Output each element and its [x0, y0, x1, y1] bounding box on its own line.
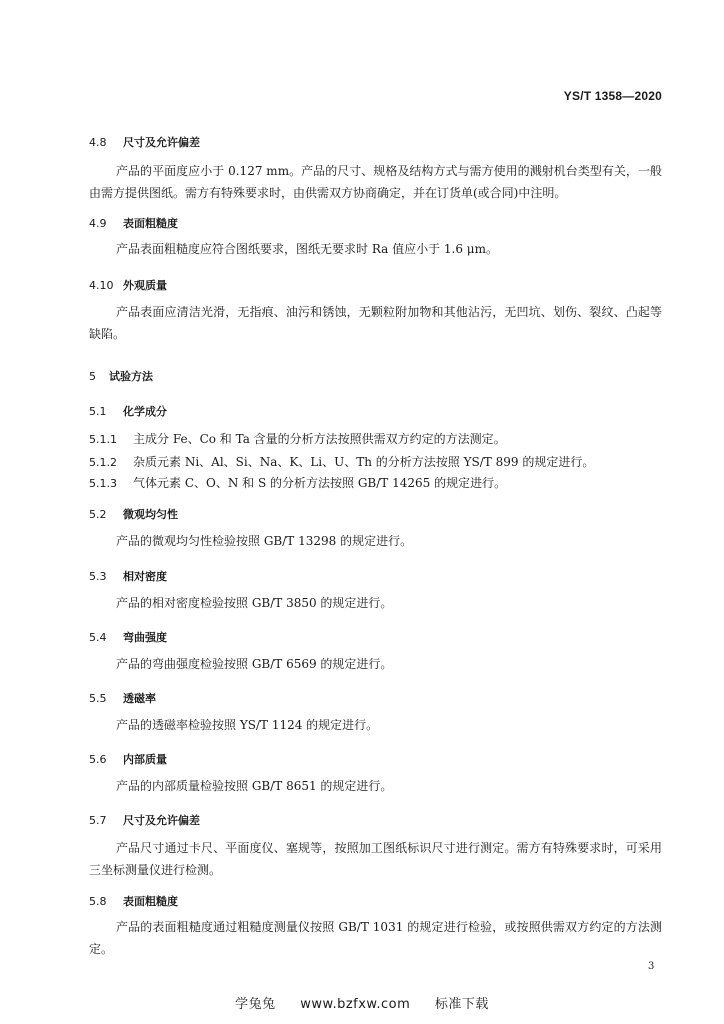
section-title: 表面粗糙度 [123, 895, 178, 908]
section-title: 尺寸及允许偏差 [123, 136, 200, 149]
section-number: 5.7 [89, 814, 107, 827]
paragraph-5-8: 产品的表面粗糙度通过粗糙度测量仪按照 GB/T 1031 的规定进行检验，或按照供需双方约定的方法测定。 [89, 920, 662, 956]
paragraph-4-10: 产品表面应清洁光滑，无指痕、油污和锈蚀，无颗粒附加物和其他沾污，无凹坑、划伤、裂纹、凸起等缺陷。 [89, 305, 662, 341]
clause-text: 杂质元素 Ni、Al、Si、Na、K、Li、U、Th 的分析方法按照 YS/T 899 的规定进行。 [133, 455, 595, 469]
section-heading-5-5 [89, 690, 156, 706]
section-number: 5.8 [89, 895, 107, 908]
section-number: 5.2 [89, 508, 107, 521]
section-heading-5-1 [89, 403, 167, 419]
section-heading-5-8 [89, 893, 178, 909]
section-title: 相对密度 [123, 570, 167, 583]
section-title: 表面粗糙度 [123, 217, 178, 230]
chapter-title: 试验方法 [109, 370, 153, 383]
section-title: 外观质量 [123, 279, 167, 292]
clause-number: 5.1.3 [89, 477, 117, 490]
section-heading-5-3 [89, 568, 167, 584]
clause-text: 主成分 Fe、Co 和 Ta 含量的分析方法按照供需双方约定的方法测定。 [133, 432, 506, 446]
section-title: 透磁率 [123, 692, 156, 705]
clause-number: 5.1.2 [89, 456, 117, 469]
chapter-number: 5 [89, 370, 96, 383]
section-number: 5.6 [89, 753, 107, 766]
paragraph-5-7: 产品尺寸通过卡尺、平面度仪、塞规等，按照加工图纸标识尺寸进行测定。需方有特殊要求时，可采用三坐标测量仪进行检测。 [89, 841, 662, 877]
paragraph-4-9: 产品表面粗糙度应符合图纸要求，图纸无要求时 Ra 值应小于 1.6 μm。 [116, 242, 498, 256]
section-heading-5-7 [89, 812, 200, 828]
section-number: 4.9 [89, 217, 107, 230]
section-number: 4.8 [89, 136, 107, 149]
section-title: 尺寸及允许偏差 [123, 814, 200, 827]
chapter-heading-5 [89, 368, 153, 384]
section-heading-5-4 [89, 629, 167, 645]
footer-url[interactable]: www.bzfxw.com [300, 997, 411, 1012]
section-title: 内部质量 [123, 753, 167, 766]
clause-5-1-1 [89, 430, 506, 447]
section-heading-4-10 [89, 277, 167, 293]
paragraph-5-3: 产品的相对密度检验按照 GB/T 3850 的规定进行。 [116, 596, 393, 610]
paragraph-4-8: 产品的平面度应小于 0.127 mm。产品的尺寸、规格及结构方式与需方使用的溅射机台类型有关，一般由需方提供图纸。需方有特殊要求时，由供需双方协商确定，并在订货单(或合同)中注明。 [89, 164, 662, 200]
footer-watermark [0, 993, 724, 1012]
paragraph-5-2: 产品的微观均匀性检验按照 GB/T 13298 的规定进行。 [116, 534, 413, 548]
standard-number: YS/T 1358—2020 [563, 89, 662, 103]
section-title: 弯曲强度 [123, 631, 167, 644]
clause-number: 5.1.1 [89, 433, 117, 446]
paragraph-5-4: 产品的弯曲强度检验按照 GB/T 6569 的规定进行。 [116, 657, 393, 671]
section-title: 微观均匀性 [123, 508, 178, 521]
clause-5-1-3 [89, 474, 506, 491]
section-number: 5.3 [89, 570, 107, 583]
section-heading-4-9 [89, 215, 178, 231]
paragraph-5-5: 产品的透磁率检验按照 YS/T 1124 的规定进行。 [116, 718, 379, 732]
clause-text: 气体元素 C、O、N 和 S 的分析方法按照 GB/T 14265 的规定进行。 [133, 476, 507, 490]
section-heading-5-2 [89, 506, 178, 522]
clause-5-1-2 [89, 453, 594, 470]
section-heading-5-6 [89, 751, 167, 767]
section-heading-4-8 [89, 134, 200, 150]
paragraph-5-6: 产品的内部质量检验按照 GB/T 8651 的规定进行。 [116, 779, 393, 793]
page-number: 3 [648, 961, 655, 972]
section-title: 化学成分 [123, 405, 167, 418]
section-number: 5.4 [89, 631, 107, 644]
section-number: 5.5 [89, 692, 107, 705]
section-number: 5.1 [89, 405, 107, 418]
footer-tagline: 标准下载 [434, 997, 489, 1012]
footer-site-name: 学兔兔 [235, 997, 276, 1012]
section-number: 4.10 [89, 279, 114, 292]
